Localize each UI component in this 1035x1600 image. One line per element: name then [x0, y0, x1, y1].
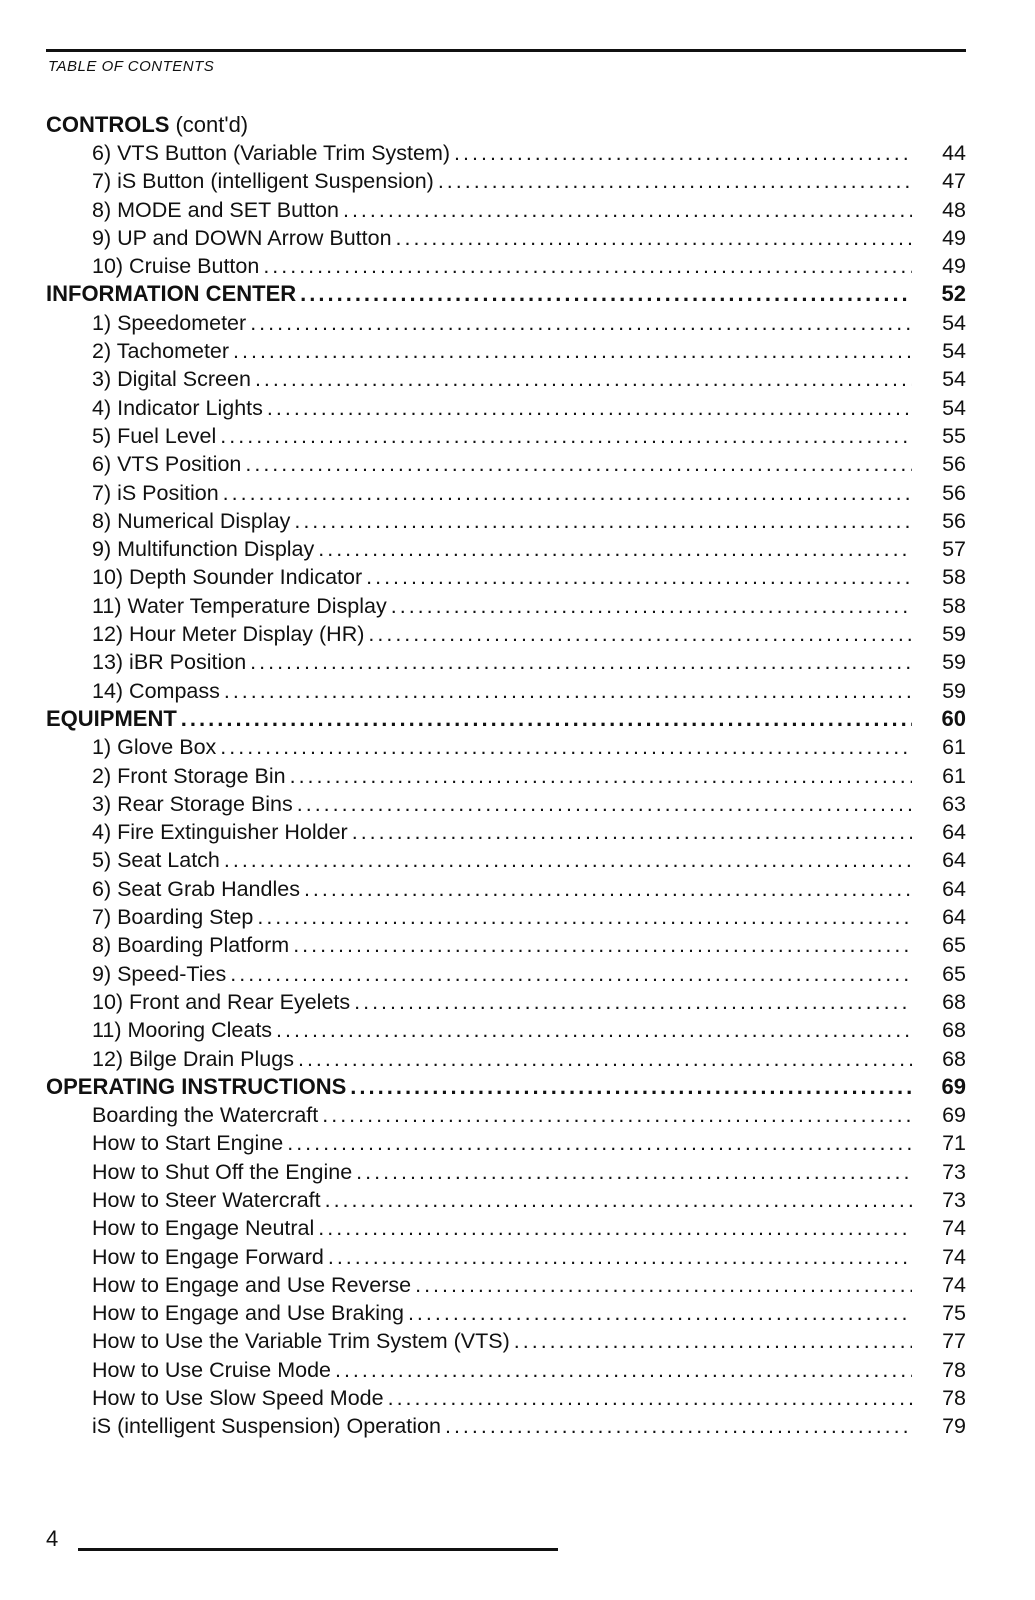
entry-label: 7) iS Button (intelligent Suspension): [92, 169, 434, 194]
page-ref: 75: [942, 1301, 966, 1326]
entry-label: 5) Fuel Level: [92, 423, 217, 448]
dot-leader: [388, 1384, 912, 1412]
dot-leader: [263, 252, 912, 280]
page-ref: 60: [941, 705, 966, 731]
dot-leader: [293, 931, 912, 959]
page-ref: 74: [942, 1244, 966, 1269]
entry-label: 6) Seat Grab Handles: [92, 876, 300, 901]
entry-label: 5) Seat Latch: [92, 848, 220, 873]
dot-leader: [245, 450, 912, 478]
page-ref: 65: [942, 933, 966, 958]
dot-leader: [304, 875, 912, 903]
toc-entry[interactable]: [46, 1384, 966, 1412]
entry-label: 12) Bilge Drain Plugs: [92, 1046, 294, 1071]
page-ref: 69: [941, 1073, 966, 1099]
dot-leader: [368, 620, 912, 648]
toc-entry[interactable]: [46, 365, 966, 393]
dot-leader: [298, 1045, 912, 1073]
entry-label: How to Engage and Use Reverse: [92, 1272, 412, 1297]
toc-entry[interactable]: [46, 507, 966, 535]
dot-leader: [325, 1186, 912, 1214]
entry-label: How to Engage Neutral: [92, 1216, 315, 1241]
toc-entry[interactable]: [46, 337, 966, 365]
page-ref: 54: [942, 395, 966, 420]
toc-entry[interactable]: [46, 535, 966, 563]
toc-entry[interactable]: [46, 196, 966, 224]
toc-entry[interactable]: [46, 450, 966, 478]
dot-leader: [354, 988, 912, 1016]
toc-entry[interactable]: [46, 648, 966, 676]
section-continued-note: (cont'd): [175, 112, 249, 137]
page-ref: 59: [942, 678, 966, 703]
toc-entry[interactable]: [46, 1412, 966, 1440]
toc-entry[interactable]: [46, 167, 966, 195]
entry-label: 13) iBR Position: [92, 650, 247, 675]
toc-entry[interactable]: [46, 818, 966, 846]
dot-leader: [257, 903, 912, 931]
toc-entry[interactable]: [46, 988, 966, 1016]
page-ref: 68: [942, 1046, 966, 1071]
dot-leader: [250, 309, 912, 337]
page-ref: 64: [942, 905, 966, 930]
dot-leader: [290, 762, 912, 790]
toc-entry[interactable]: [46, 394, 966, 422]
entry-label: 9) Speed-Ties: [92, 961, 227, 986]
toc-entry[interactable]: [46, 1016, 966, 1044]
dot-leader: [415, 1271, 912, 1299]
page-ref: 52: [941, 281, 966, 307]
dot-leader: [322, 1101, 912, 1129]
toc-section-entry[interactable]: [46, 705, 966, 733]
page-ref: 54: [942, 367, 966, 392]
page-ref: 56: [942, 508, 966, 533]
toc-entry[interactable]: [46, 1271, 966, 1299]
dot-leader: [352, 818, 912, 846]
page-ref: 73: [942, 1159, 966, 1184]
entry-label: 1) Glove Box: [92, 735, 217, 760]
dot-leader: [391, 592, 912, 620]
page-ref: 44: [942, 141, 966, 165]
dot-leader: [233, 337, 912, 365]
toc-entry[interactable]: [46, 479, 966, 507]
entry-label: 6) VTS Position: [92, 452, 242, 477]
section-heading: [46, 111, 966, 139]
dot-leader: [276, 1016, 912, 1044]
entry-label: How to Shut Off the Engine: [92, 1159, 353, 1184]
dot-leader: [294, 507, 912, 535]
entry-label: 12) Hour Meter Display (HR): [92, 622, 365, 647]
entry-label: 2) Tachometer: [92, 339, 230, 364]
top-rule: [46, 49, 966, 52]
page-ref: 58: [942, 565, 966, 590]
section-title: OPERATING INSTRUCTIONS: [46, 1073, 347, 1099]
toc-entry[interactable]: [46, 1214, 966, 1242]
toc-entry[interactable]: [46, 762, 966, 790]
toc-entry[interactable]: [46, 1101, 966, 1129]
dot-leader: [297, 790, 912, 818]
dot-leader: [454, 139, 912, 167]
toc-entry[interactable]: [46, 252, 966, 280]
page-ref: 65: [942, 961, 966, 986]
dot-leader: [300, 280, 912, 308]
entry-label: 8) MODE and SET Button: [92, 197, 339, 222]
section-title: EQUIPMENT: [46, 705, 177, 731]
dot-leader: [318, 535, 912, 563]
dot-leader: [267, 394, 912, 422]
dot-leader: [287, 1129, 912, 1157]
entry-label: 11) Mooring Cleats: [92, 1018, 273, 1043]
page-ref: 71: [942, 1131, 966, 1156]
section-title: INFORMATION CENTER: [46, 281, 297, 307]
entry-label: 11) Water Temperature Display: [92, 593, 387, 618]
toc-entry[interactable]: [46, 1327, 966, 1355]
page-ref: 56: [942, 480, 966, 505]
entry-label: Boarding the Watercraft: [92, 1103, 319, 1128]
page-ref: 74: [942, 1272, 966, 1297]
dot-leader: [318, 1214, 912, 1242]
dot-leader: [181, 705, 912, 733]
toc-entry[interactable]: [46, 309, 966, 337]
bottom-rule: [78, 1548, 558, 1551]
dot-leader: [445, 1412, 912, 1440]
dot-leader: [224, 677, 912, 705]
dot-leader: [224, 846, 912, 874]
dot-leader: [220, 733, 912, 761]
dot-leader: [514, 1327, 912, 1355]
entry-label: How to Engage and Use Braking: [92, 1301, 404, 1326]
entry-label: 3) Rear Storage Bins: [92, 791, 293, 816]
page-ref: 64: [942, 876, 966, 901]
entry-label: 9) UP and DOWN Arrow Button: [92, 225, 392, 250]
dot-leader: [335, 1356, 912, 1384]
entry-label: How to Engage Forward: [92, 1244, 324, 1269]
page-ref: 48: [942, 197, 966, 222]
toc-entry[interactable]: [46, 960, 966, 988]
entry-label: 1) Speedometer: [92, 310, 247, 335]
toc-entry[interactable]: [46, 846, 966, 874]
dot-leader: [366, 563, 912, 591]
dot-leader: [343, 196, 912, 224]
page-ref: 79: [942, 1414, 966, 1439]
toc-entry[interactable]: [46, 1299, 966, 1327]
page-ref: 49: [942, 225, 966, 250]
page-ref: 64: [942, 820, 966, 845]
entry-label: 10) Cruise Button: [92, 254, 260, 279]
running-head: TABLE OF CONTENTS: [48, 58, 215, 75]
toc-entry[interactable]: [46, 733, 966, 761]
toc-entry[interactable]: [46, 422, 966, 450]
entry-label: 7) iS Position: [92, 480, 219, 505]
table-of-contents: [46, 111, 966, 1441]
page-ref: 57: [942, 537, 966, 562]
entry-label: 10) Depth Sounder Indicator: [92, 565, 363, 590]
dot-leader: [350, 1073, 912, 1101]
entry-label: How to Use the Variable Trim System (VTS): [92, 1329, 510, 1354]
page-ref: 77: [942, 1329, 966, 1354]
toc-entry[interactable]: [46, 1045, 966, 1073]
page-ref: 68: [942, 989, 966, 1014]
entry-label: 9) Multifunction Display: [92, 537, 315, 562]
entry-label: 14) Compass: [92, 678, 220, 703]
toc-entry[interactable]: [46, 790, 966, 818]
toc-entry[interactable]: [46, 1129, 966, 1157]
dot-leader: [328, 1243, 912, 1271]
page-ref: 69: [942, 1103, 966, 1128]
toc-entry[interactable]: [46, 677, 966, 705]
toc-section-entry[interactable]: [46, 280, 966, 308]
toc-entry[interactable]: [46, 1186, 966, 1214]
toc-entry[interactable]: [46, 875, 966, 903]
dot-leader: [250, 648, 912, 676]
page-ref: 55: [942, 423, 966, 448]
page-ref: 61: [942, 763, 966, 788]
entry-label: 8) Numerical Display: [92, 508, 291, 533]
toc-entry[interactable]: [46, 1356, 966, 1384]
entry-label: 10) Front and Rear Eyelets: [92, 989, 351, 1014]
entry-label: How to Steer Watercraft: [92, 1187, 321, 1212]
toc-entry[interactable]: [46, 592, 966, 620]
page-ref: 74: [942, 1216, 966, 1241]
entry-label: 8) Boarding Platform: [92, 933, 290, 958]
page-ref: 54: [942, 339, 966, 364]
dot-leader: [230, 960, 912, 988]
toc-entry[interactable]: [46, 903, 966, 931]
toc-entry[interactable]: [46, 224, 966, 252]
toc-section-entry[interactable]: [46, 1073, 966, 1101]
page-ref: 47: [942, 169, 966, 194]
toc-entry[interactable]: [46, 1158, 966, 1186]
dot-leader: [223, 479, 912, 507]
entry-label: How to Use Cruise Mode: [92, 1357, 331, 1382]
toc-entry[interactable]: [46, 139, 966, 167]
entry-label: How to Use Slow Speed Mode: [92, 1386, 384, 1411]
dot-leader: [220, 422, 912, 450]
page-ref: 63: [942, 791, 966, 816]
page-ref: 68: [942, 1018, 966, 1043]
entry-label: How to Start Engine: [92, 1131, 284, 1156]
entry-label: 2) Front Storage Bin: [92, 763, 286, 788]
page-ref: 58: [942, 593, 966, 618]
entry-label: 6) VTS Button (Variable Trim System): [92, 141, 451, 165]
entry-label: 4) Fire Extinguisher Holder: [92, 820, 348, 845]
page-ref: 54: [942, 310, 966, 335]
entry-label: iS (intelligent Suspension) Operation: [92, 1414, 441, 1439]
dot-leader: [255, 365, 912, 393]
page-ref: 78: [942, 1357, 966, 1382]
page-number: 4: [46, 1526, 59, 1551]
page-ref: 59: [942, 650, 966, 675]
toc-entry[interactable]: [46, 620, 966, 648]
entry-label: 3) Digital Screen: [92, 367, 251, 392]
toc-entry[interactable]: [46, 931, 966, 959]
entry-label: 7) Boarding Step: [92, 905, 254, 930]
dot-leader: [408, 1299, 912, 1327]
toc-entry[interactable]: [46, 563, 966, 591]
entry-label: 4) Indicator Lights: [92, 395, 263, 420]
page-ref: 78: [942, 1386, 966, 1411]
page-ref: 49: [942, 254, 966, 279]
page-ref: 73: [942, 1187, 966, 1212]
page-ref: 59: [942, 622, 966, 647]
page-ref: 56: [942, 452, 966, 477]
dot-leader: [396, 224, 912, 252]
section-title: CONTROLS: [46, 112, 170, 137]
dot-leader: [356, 1158, 912, 1186]
page-ref: 61: [942, 735, 966, 760]
dot-leader: [438, 167, 912, 195]
toc-entry[interactable]: [46, 1243, 966, 1271]
page-ref: 64: [942, 848, 966, 873]
